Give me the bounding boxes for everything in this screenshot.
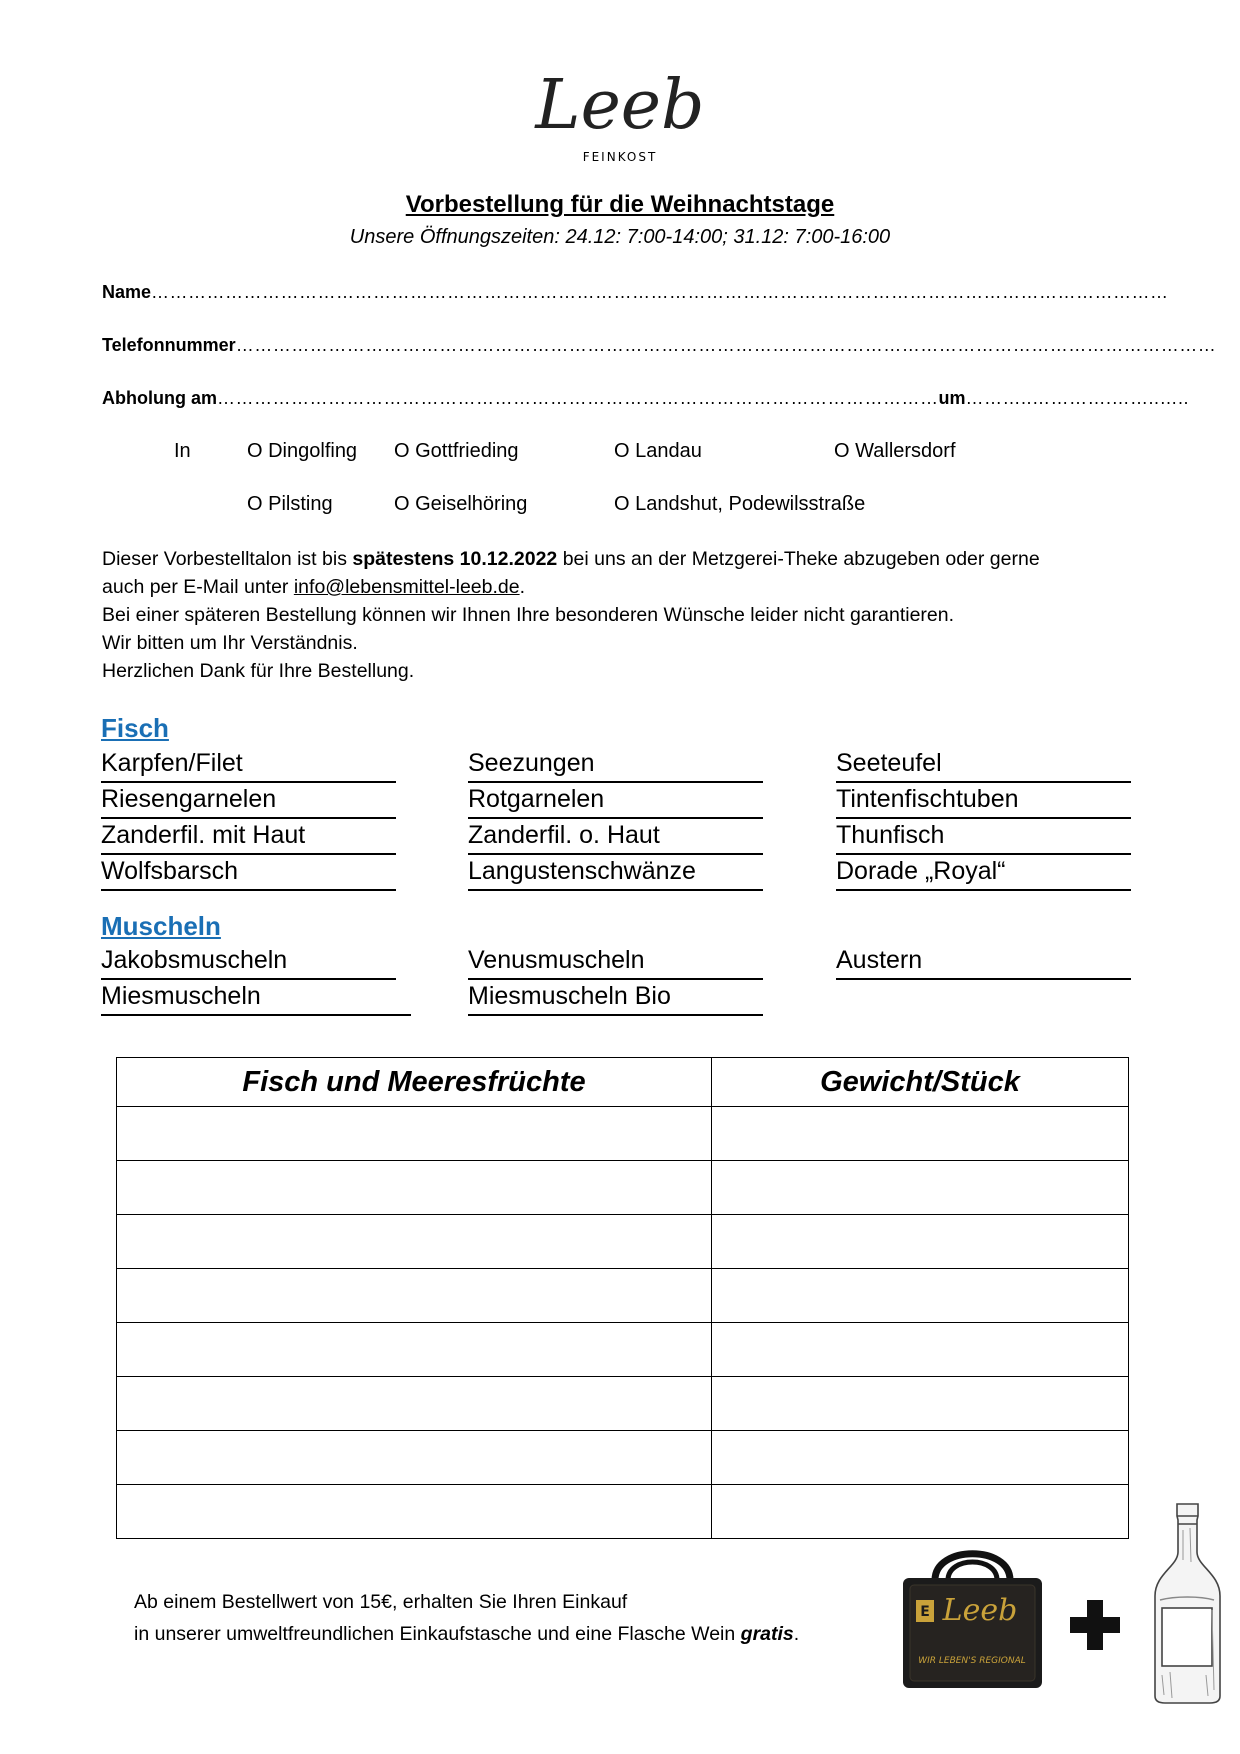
item-label: Seezungen [468,749,595,777]
muscheln-item[interactable] [468,982,763,1016]
table-row [117,1431,1129,1485]
muscheln-item[interactable] [101,946,396,980]
fisch-item[interactable] [101,785,396,819]
fisch-item[interactable] [468,785,763,819]
phone-field[interactable] [102,335,1217,356]
table-header-row [117,1058,1129,1107]
fisch-item[interactable] [101,821,396,855]
fisch-item[interactable] [468,749,763,783]
muscheln-item[interactable] [101,982,411,1016]
table-row [117,1161,1129,1215]
fisch-item[interactable] [101,857,396,891]
time-dots: ………..………….……..….. [965,388,1190,408]
item-label: Zanderfil. o. Haut [468,821,660,849]
item-underline [836,781,1131,783]
fisch-item[interactable] [836,857,1131,891]
location-option-dingolfing[interactable]: O Dingolfing [247,440,358,462]
item-label: Seeteufel [836,749,942,777]
item-underline [468,853,763,855]
footer-note [134,1586,799,1650]
item-underline [468,978,763,980]
bag-brand-text: Leeb [942,1593,1018,1628]
item-label: Thunfisch [836,821,945,849]
muscheln-heading: Muscheln [101,911,221,941]
bag-slogan-text: WIR LEBEN'S REGIONAL [918,1656,1026,1666]
item-underline [468,1014,763,1016]
logo-script-text: Leeb [535,66,705,145]
pickup-dots: ……………………………………………………………………………………………………… [217,388,939,408]
location-option-landshut[interactable]: O Landshut, Podewilsstraße [614,493,866,515]
table-row [117,1377,1129,1431]
item-label: Venusmuscheln [468,946,645,974]
fisch-heading: Fisch [101,713,169,743]
item-underline [101,817,396,819]
weight-cell[interactable] [712,1161,1129,1215]
time-label: um [938,388,966,408]
location-option-geiselhoering[interactable]: O Geiselhöring [394,493,528,515]
product-cell[interactable] [117,1161,712,1215]
fisch-item[interactable] [836,749,1131,783]
weight-cell[interactable] [712,1431,1129,1485]
name-dots: ………………………………………………………………………………………………………………………………………………… [151,282,1169,302]
item-underline [836,817,1131,819]
weight-cell[interactable] [712,1485,1129,1539]
table-row [117,1215,1129,1269]
item-label: Riesengarnelen [101,785,277,813]
table-row [117,1485,1129,1539]
item-underline [468,817,763,819]
item-label: Tintenfischtuben [836,785,1019,813]
leeb-logo [520,62,720,152]
weight-cell[interactable] [712,1269,1129,1323]
product-cell[interactable] [117,1215,712,1269]
footer-line2-a: in unserer umweltfreundlichen Einkaufstasche und eine Flasche Wein [134,1623,741,1645]
muscheln-item[interactable] [836,946,1131,980]
weight-cell[interactable] [712,1215,1129,1269]
item-label: Rotgarnelen [468,785,605,813]
pickup-label: Abholung am [102,388,217,408]
fisch-item[interactable] [101,749,396,783]
location-option-wallersdorf[interactable]: O Wallersdorf [834,440,956,462]
deadline: spätestens 10.12.2022 [352,548,558,570]
item-label: Dorade „Royal“ [836,857,1006,885]
fisch-item[interactable] [468,857,763,891]
notice-line2-b: . [519,576,526,598]
item-label: Langustenschwänze [468,857,696,885]
footer-line2-b: . [793,1623,800,1645]
item-underline [836,978,1131,980]
column-header-product: Fisch und Meeresfrüchte [117,1058,712,1107]
product-cell[interactable] [117,1377,712,1431]
column-header-weight: Gewicht/Stück [712,1058,1129,1107]
notice-line5: Herzlichen Dank für Ihre Bestellung. [102,660,415,682]
notice-line2-a: auch per E-Mail unter [102,576,294,598]
phone-dots: …………………………………………………………………………………………………………………………………………… [235,335,1217,355]
item-underline [101,978,396,980]
table-row [117,1269,1129,1323]
location-option-pilsting[interactable]: O Pilsting [247,493,333,515]
weight-cell[interactable] [712,1323,1129,1377]
item-underline [836,889,1131,891]
weight-cell[interactable] [712,1377,1129,1431]
table-row [117,1323,1129,1377]
muscheln-item[interactable] [468,946,763,980]
item-label: Zanderfil. mit Haut [101,821,306,849]
item-label: Wolfsbarsch [101,857,239,885]
item-underline [468,889,763,891]
notice-line1-a: Dieser Vorbestelltalon ist bis [102,548,353,570]
item-label: Miesmuscheln [101,982,261,1010]
wine-bottle-icon [1150,1500,1225,1705]
product-cell[interactable] [117,1323,712,1377]
item-underline [836,853,1131,855]
item-label: Karpfen/Filet [101,749,243,777]
item-underline [101,1014,411,1016]
phone-label: Telefonnummer [102,335,236,355]
pickup-field[interactable] [102,388,1190,409]
product-cell[interactable] [117,1107,712,1161]
location-option-landau[interactable]: O Landau [614,440,702,462]
product-cell[interactable] [117,1485,712,1539]
item-label: Jakobsmuscheln [101,946,288,974]
table-row [117,1107,1129,1161]
item-underline [101,781,396,783]
product-cell[interactable] [117,1269,712,1323]
item-underline [101,889,396,891]
name-field[interactable] [102,282,1169,303]
fisch-item[interactable] [836,821,1131,855]
product-cell[interactable] [117,1431,712,1485]
fisch-item[interactable] [468,821,763,855]
item-label: Austern [836,946,923,974]
fisch-item[interactable] [836,785,1131,819]
footer-line1: Ab einem Bestellwert von 15€, erhalten Sie Ihren Einkauf [134,1591,628,1613]
svg-text:E: E [920,1604,930,1620]
gratis-text: gratis [740,1623,794,1645]
plus-icon [1068,1598,1122,1652]
notice-line3: Bei einer späteren Bestellung können wir Ihnen Ihre besonderen Wünsche leider nicht garantieren. [102,604,955,626]
email-link[interactable]: info@lebensmittel-leeb.de [293,576,520,598]
item-label: Miesmuscheln Bio [468,982,671,1010]
opening-hours: Unsere Öffnungszeiten: 24.12: 7:00-14:00; 31.12: 7:00-16:00 [349,226,891,248]
item-underline [101,853,396,855]
notice-line1-b: bei uns an der Metzgerei-Theke abzugeben oder gerne [557,548,1040,570]
in-label: In [174,440,191,462]
notice-line4: Wir bitten um Ihr Verständnis. [102,632,358,654]
item-underline [468,781,763,783]
location-option-gottfrieding[interactable]: O Gottfrieding [394,440,519,462]
logo-subtitle: FEINKOST [582,150,658,164]
name-label: Name [102,282,152,302]
order-table [116,1057,1129,1539]
weight-cell[interactable] [712,1107,1129,1161]
page-title: Vorbestellung für die Weihnachtstage [405,191,835,218]
shopping-bag-icon [900,1540,1045,1690]
notice-text [102,545,1132,685]
